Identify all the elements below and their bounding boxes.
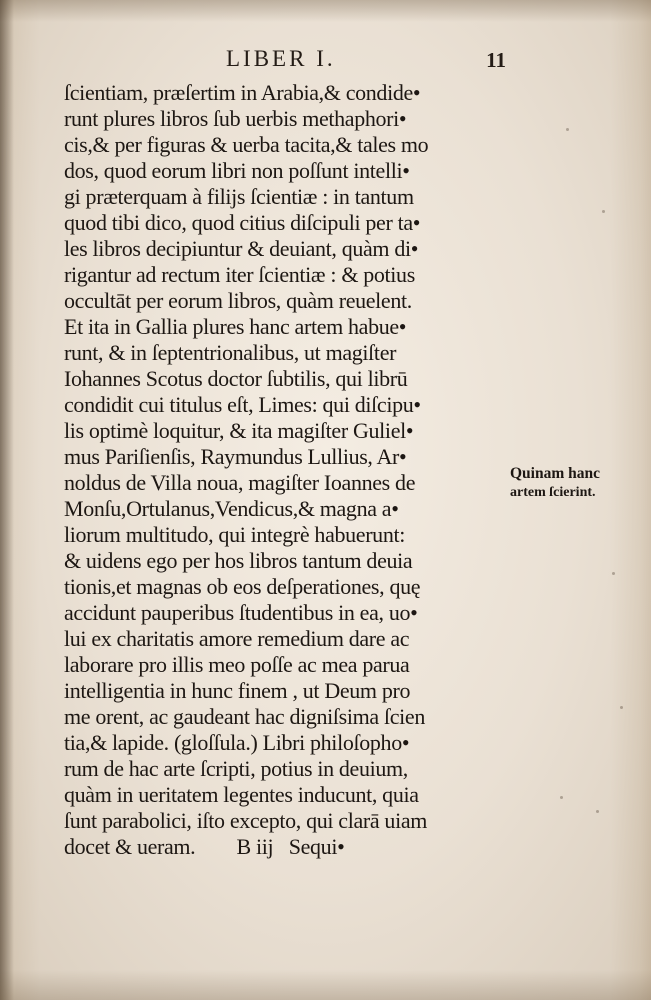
running-head bbox=[66, 46, 506, 76]
paper-speck bbox=[612, 572, 615, 575]
running-title: LIBER I. bbox=[226, 46, 336, 71]
text-line: runt, & in ſeptentrionalibus, ut magiſter bbox=[64, 340, 397, 365]
text-line: intelligentia in hunc finem , ut Deum pro bbox=[64, 678, 411, 703]
text-line: ſcientiam, præſertim in Arabia,& condide• bbox=[64, 80, 421, 105]
paper-speck bbox=[602, 210, 605, 213]
text-line: dos, quod eorum libri non poſſunt intelli• bbox=[64, 158, 410, 183]
text-line: cis,& per figuras & uerba tacita,& tales mo bbox=[64, 132, 429, 157]
text-line: rigantur ad rectum iter ſcientiæ : & potius bbox=[64, 262, 415, 287]
text-line: mus Pariſienſis, Raymundus Lullius, Ar• bbox=[64, 444, 407, 469]
page-edge-shadow-top bbox=[0, 0, 651, 22]
marginal-note-line: artem ſcierint. bbox=[510, 485, 596, 500]
marginal-note bbox=[510, 464, 640, 502]
text-line: quod tibi dico, quod citius diſcipuli per ta• bbox=[64, 210, 421, 235]
text-line: & uidens ego per hos libros tantum deuia bbox=[64, 548, 413, 573]
text-line: accidunt pauperibus ſtudentibus in ea, uo• bbox=[64, 600, 418, 625]
paper-speck bbox=[566, 128, 569, 131]
text-line: lis optimè loquitur, & ita magiſter Guliel• bbox=[64, 418, 414, 443]
text-line: Et ita in Gallia plures hanc artem habue• bbox=[64, 314, 407, 339]
text-line: tionis,et magnas ob eos deſperationes, quę bbox=[64, 574, 421, 599]
page-edge-shadow-bottom bbox=[0, 970, 651, 1000]
text-line: me orent, ac gaudeant hac digniſsima ſcien bbox=[64, 704, 425, 729]
marginal-note-line: Quinam hanc bbox=[510, 465, 601, 482]
paper-speck bbox=[620, 706, 623, 709]
text-line: laborare pro illis meo poſſe ac mea parua bbox=[64, 652, 410, 677]
text-line: Monſu,Ortulanus,Vendicus,& magna a• bbox=[64, 496, 399, 521]
text-line: rum de hac arte ſcripti, potius in deuium, bbox=[64, 756, 408, 781]
page-edge-shadow-left bbox=[0, 0, 14, 1000]
text-line: lui ex charitatis amore remedium dare ac bbox=[64, 626, 410, 651]
text-line: ſunt parabolici, iſto excepto, qui clarā uiam bbox=[64, 808, 428, 833]
page-number: 11 bbox=[486, 48, 506, 72]
text-line: les libros decipiuntur & deuiant, quàm di• bbox=[64, 236, 419, 261]
text-line: condidit cui titulus eſt, Limes: qui diſcipu• bbox=[64, 392, 421, 417]
text-line: quàm in ueritatem legentes inducunt, quia bbox=[64, 782, 419, 807]
text-line: tia,& lapide. (gloſſula.) Libri philoſopho• bbox=[64, 730, 410, 755]
text-line: gi præterquam à filijs ſcientiæ : in tantum bbox=[64, 184, 414, 209]
paper-speck bbox=[560, 796, 563, 799]
text-line: liorum multitudo, qui integrè habuerunt: bbox=[64, 522, 405, 547]
text-line: occultāt per eorum libros, quàm reuelent. bbox=[64, 288, 412, 313]
text-line-last-with-signature-and-catchword: docet & ueram. B iij Sequi• bbox=[64, 834, 345, 859]
text-line: Iohannes Scotus doctor ſubtilis, qui librū bbox=[64, 366, 408, 391]
text-line: noldus de Villa noua, magiſter Ioannes de bbox=[64, 470, 416, 495]
text-line: runt plures libros ſub uerbis methaphori• bbox=[64, 106, 407, 131]
main-text-block bbox=[64, 80, 514, 860]
paper-speck bbox=[596, 810, 599, 813]
